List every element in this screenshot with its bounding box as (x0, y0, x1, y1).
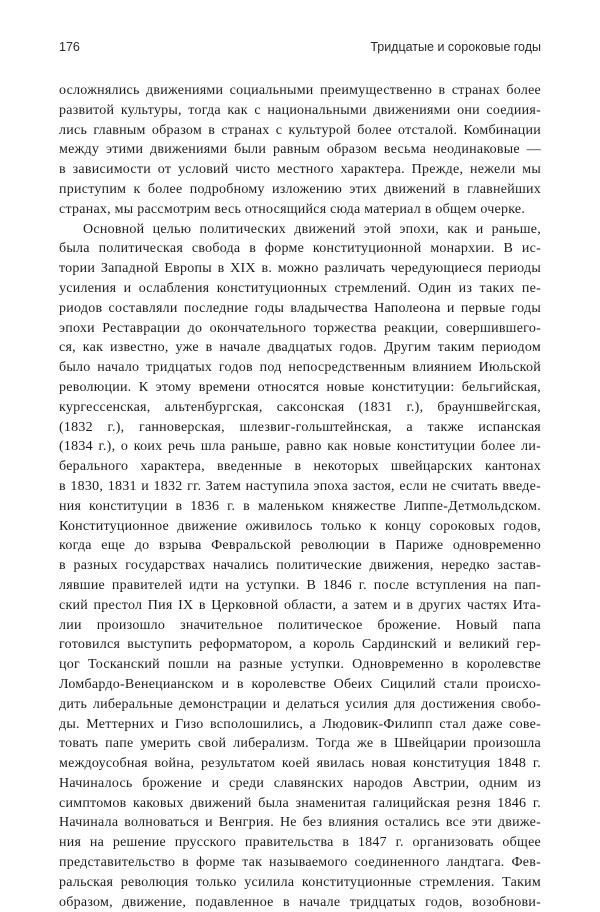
text-line: когда еще до взрыва Февральской революции в Париже одновременно (59, 538, 541, 554)
text-line: кургессенская, альтенбургская, саксонская (1831 г.), брауншвейгская, (59, 399, 541, 415)
text-line: Начиналось брожение и среди славянских народов Австрии, одним из (59, 775, 541, 791)
paragraph-2 (59, 220, 541, 912)
text-line: тории Западной Европы в XIX в. можно различать чередующиеся периоды (59, 261, 541, 277)
text-line: Основной целью политических движений этой эпохи, как и раньше, (83, 221, 541, 237)
page-number: 176 (59, 40, 80, 54)
text-line: приступим к более подробному изложению этих движений в главнейших (59, 181, 541, 197)
text-line: цог Тосканский пошли на разные уступки. Одновременно в королевстве (59, 657, 541, 673)
book-page (59, 40, 541, 912)
text-line: образом, движение, подавленное в начале тридцатых годов, возобнови- (59, 894, 541, 910)
text-line: осложнялись движениями социальными преимущественно в странах более (59, 83, 541, 98)
text-line: лявшие правителей идти на уступки. В 1846 г. после вступления на пап- (59, 577, 541, 593)
text-line: была политическая свобода в форме конституционной монархии. В ис- (59, 241, 541, 257)
text-line: в зависимости от условий чисто местного характера. Прежде, нежели мы (59, 162, 541, 178)
text-line: дить либеральные демонстрации и делаться усилия для достижения свобо- (59, 696, 541, 712)
text-line: риодов составляли последние годы владычества Наполеона и первые годы (59, 300, 541, 316)
text-line: междоусобная война, результатом коей явилась новая конституция 1848 г. (59, 756, 541, 772)
text-line: представительство в форме так называемого соединенного ландтага. Фев- (59, 855, 541, 871)
text-line: ральская революция только усилила конституционные стремления. Таким (59, 874, 541, 890)
text-line: Конституционное движение оживилось только к концу сороковых годов, (59, 518, 541, 534)
text-line: лии произошло значительное политическое брожение. Новый папа (59, 617, 541, 633)
text-line: (1832 г.), ганноверская, шлезвиг-гольштейнская, а также испанская (59, 419, 541, 435)
running-header (59, 40, 541, 64)
text-line: эпохи Реставрации до окончательного торжества реакции, совершившего- (59, 320, 541, 336)
text-line: ния конституции в 1836 г. в маленьком княжестве Липпе-Детмольдском. (59, 498, 541, 514)
text-line: усиления и ослабления конституционных стремлений. Один из таких пе- (59, 280, 541, 296)
paragraph-1 (59, 81, 541, 220)
text-line: в разных государствах начались политические движения, нередко застав- (59, 558, 541, 574)
text-line: странах, мы рассмотрим весь относящийся сюда материал в общем очерке. (59, 201, 526, 217)
text-line: симптомов каковых движений была знаменитая галицийская резня 1846 г. (59, 795, 541, 811)
running-title: Тридцатые и сороковые годы (370, 40, 541, 54)
body-text (59, 81, 541, 912)
text-line: было начало тридцатых годов под непосредственным влиянием Июльской (59, 360, 541, 376)
text-line: Ломбардо-Венецианском и в королевстве Обеих Сицилий стали происхо- (59, 676, 541, 692)
text-line: лись главным образом в странах с культурой более отсталой. Комбинации (59, 122, 541, 138)
text-line: (1834 г.), о коих речь шла раньше, равно как новые конституции более ли- (59, 439, 541, 455)
text-line: в 1830, 1831 и 1832 гг. Затем наступила эпоха застоя, если не считать введе- (59, 478, 541, 494)
text-line: товать папе умерить свой либерализм. Тогда же в Швейцарии произошла (59, 736, 541, 752)
text-line: ский престол Пия IX в Церковной области, а затем и в других частях Ита- (59, 597, 541, 613)
text-line: развитой культуры, тогда как с национальными движениями они соедиия- (59, 102, 541, 118)
text-line: Начинала волноваться и Венгрия. Не без влияния остались все эти движе- (59, 815, 541, 831)
text-line: берального характера, введенные в некоторых швейцарских кантонах (59, 459, 541, 475)
text-line: готовился выступить реформатором, а король Сардинский и великий гер- (59, 637, 541, 653)
text-line: революции. К этому времени относятся новые конституции: бельгийская, (59, 379, 541, 395)
text-line: ния на решение прусского правительства в 1847 г. организовать общее (59, 835, 541, 851)
text-line: ся, как известно, уже в начале двадцатых годов. Другим таким периодом (59, 340, 541, 356)
text-line: ды. Меттерних и Гизо всполошились, а Людовик-Филипп стал даже сове- (59, 716, 541, 732)
text-line: между этими движениями были равным образом весьма неодинаковые — (59, 142, 541, 158)
